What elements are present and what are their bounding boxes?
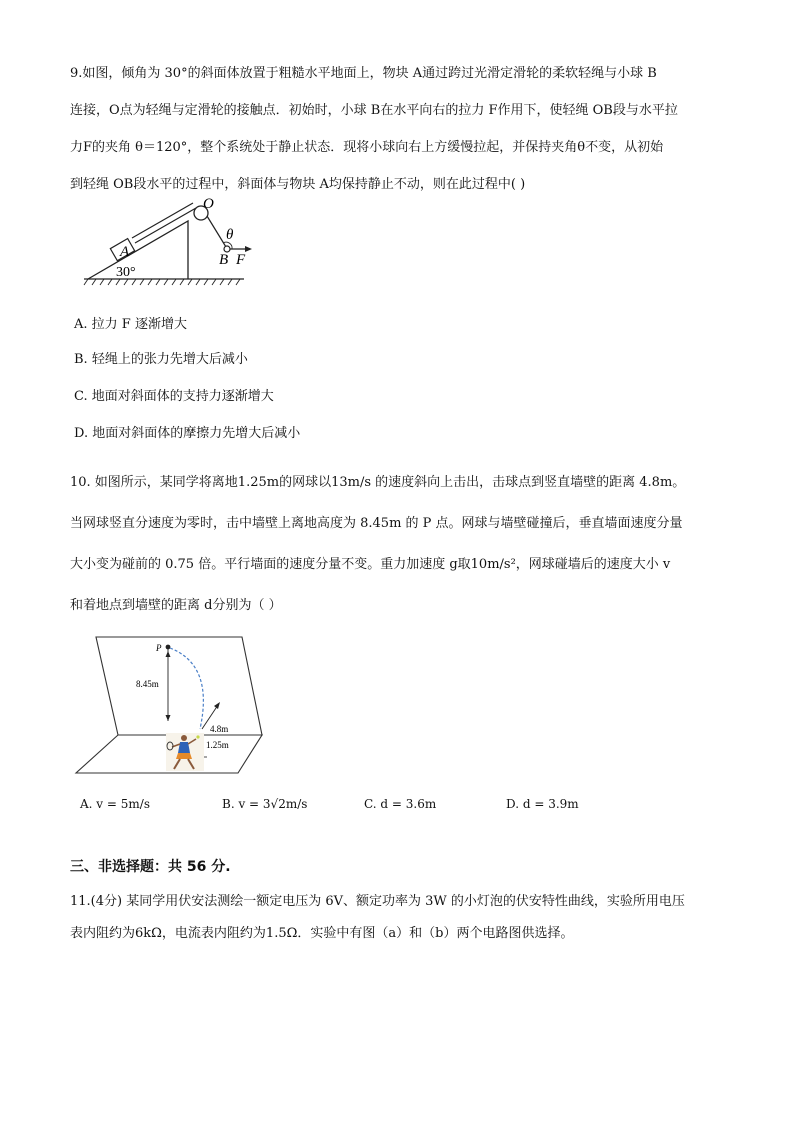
label-8-45m: 8.45m [136, 679, 159, 689]
q9-option-a: A. 拉力 F 逐渐增大 [74, 317, 187, 332]
q10-line-4: 和着地点到墙壁的距离 d分别为（ ） [70, 598, 282, 613]
q10-line-3: 大小变为碰前的 0.75 倍。平行墙面的速度分量不变。重力加速度 g取10m/s²，网球碰墙后的速度大小 v [70, 557, 671, 572]
q10-option-d: D. d = 3.9m [506, 797, 579, 811]
label-theta: θ [226, 227, 234, 243]
q10-option-b: B. v = 3√2m/s [222, 797, 308, 811]
q11-line-1: 11.(4分) 某同学用伏安法测绘一额定电压为 6V、额定功率为 3W 的小灯泡的伏安特性曲线，实验所用电压 [70, 894, 685, 909]
q9-option-d: D. 地面对斜面体的摩擦力先增大后减小 [74, 426, 301, 441]
q9-incline-figure [80, 196, 260, 288]
q10-option-c: C. d = 3.6m [364, 797, 437, 811]
label-1-25m: 1.25m [206, 740, 229, 750]
label-f: F [236, 252, 246, 268]
q9-line-3: 力F的夹角 θ＝120°，整个系统处于静止状态．现将小球向右上方缓慢拉起，并保持夹角θ不变，从初始 [70, 140, 664, 155]
q9-line-2: 连接，O点为轻绳与定滑轮的接触点．初始时，小球 B在水平向右的拉力 F作用下，使轻绳 OB段与水平拉 [70, 103, 678, 118]
section-heading: 三、非选择题：共 56 分. [70, 859, 231, 875]
label-o: O [203, 196, 214, 212]
q11-line-2: 表内阻约为6kΩ，电流表内阻约为1.5Ω．实验中有图（a）和（b）两个电路图供选择。 [70, 926, 574, 941]
label-b: B [219, 252, 229, 268]
label-4-8m: 4.8m [210, 724, 229, 734]
label-a: A [120, 244, 130, 260]
q10-tennis-figure [74, 635, 272, 777]
q9-option-b: B. 轻绳上的张力先增大后减小 [74, 352, 248, 367]
q10-option-a: A. v = 5m/s [80, 797, 150, 811]
label-p: P [156, 643, 162, 653]
q9-option-c: C. 地面对斜面体的支持力逐渐增大 [74, 389, 274, 404]
label-angle-30: 30° [116, 265, 136, 280]
q9-line-4: 到轻绳 OB段水平的过程中，斜面体与物块 A均保持静止不动，则在此过程中( ) [70, 177, 526, 192]
q9-line-1: 9.如图，倾角为 30°的斜面体放置于粗糙水平地面上，物块 A通过跨过光滑定滑轮的柔软轻绳与小球 B [70, 66, 657, 81]
tennis-player-illustration [166, 733, 204, 771]
q10-line-2: 当网球竖直分速度为零时，击中墙壁上离地高度为 8.45m 的 P 点。网球与墙壁碰撞后，垂直墙面速度分量 [70, 516, 683, 531]
q10-line-1: 10. 如图所示，某同学将离地1.25m的网球以13m/s 的速度斜向上击出，击球点到竖直墙壁的距离 4.8m。 [70, 475, 686, 490]
